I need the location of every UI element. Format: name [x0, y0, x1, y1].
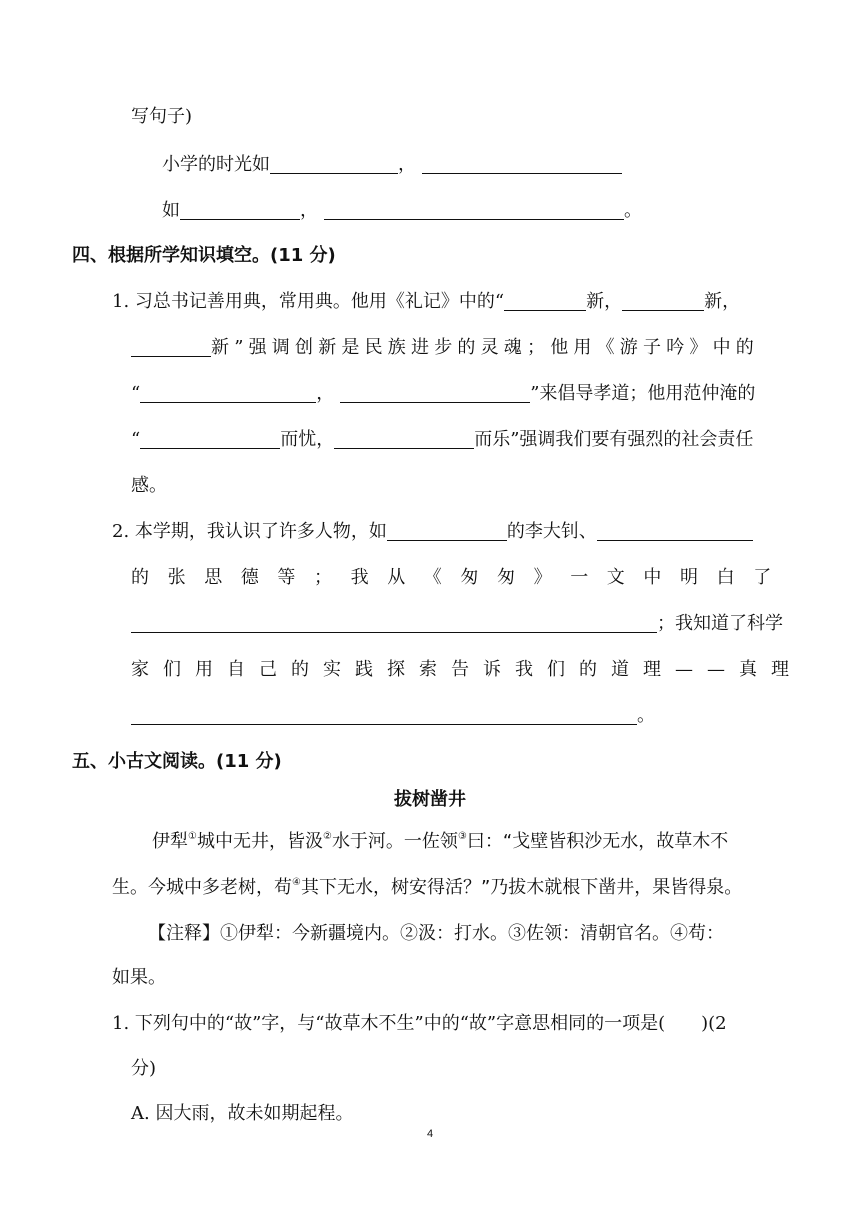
note-marker: ②	[322, 831, 332, 842]
annotation-text: 【注释】①伊犁：今新疆境内。②汲：打水。③佐领：清朝官名。④苟：	[148, 923, 724, 944]
question-text: 2. 本学期，我认识了许多人物，如 的李大钊、	[112, 519, 753, 545]
passage-title: 拔树凿井	[394, 789, 466, 810]
answer-blank[interactable]	[270, 155, 398, 174]
option-a: A. 因大雨，故未如期起程。	[131, 1103, 354, 1124]
section-heading: 四、根据所学知识填空。(11 分)	[72, 245, 336, 266]
answer-blank[interactable]	[140, 384, 316, 403]
text-line: 小学的时光如 ，	[162, 152, 622, 178]
note-marker: ④	[292, 877, 301, 888]
answer-blank[interactable]	[340, 384, 530, 403]
answer-blank[interactable]	[131, 706, 637, 725]
question-text: 1. 习总书记善用典，常用典。他用《礼记》中的“ 新， 新，	[112, 291, 741, 312]
note-marker: ①	[188, 831, 197, 842]
answer-blank[interactable]	[387, 522, 507, 541]
answer-blank[interactable]	[422, 155, 622, 174]
answer-blank[interactable]	[324, 201, 624, 220]
answer-blank[interactable]	[180, 201, 300, 220]
answer-blank[interactable]	[622, 292, 704, 311]
note-marker: ③	[457, 831, 467, 842]
question-text: 新”强调创新是民族进步的灵魂；他用《游子吟》中的	[131, 335, 791, 361]
question-text: ；我知道了科学	[131, 611, 783, 637]
question-text: “ 而忧， 而乐”强调我们要有强烈的社会责任	[131, 429, 754, 450]
text-line: 写句子)	[131, 106, 193, 127]
annotation-text: 如果。	[112, 967, 166, 988]
page-number: 4	[426, 1128, 434, 1140]
answer-blank[interactable]	[140, 430, 280, 449]
passage-text: 生。今城中多老树，苟④其下无水，树安得活？”乃拔木就根下凿井，果皆得泉。	[112, 877, 743, 898]
answer-blank[interactable]	[131, 614, 657, 633]
answer-blank[interactable]	[131, 338, 211, 357]
question-text: 1. 下列句中的“故”字，与“故草木不生”中的“故”字意思相同的一项是( )(2	[112, 1013, 727, 1034]
question-text: 。	[131, 703, 655, 729]
answer-blank[interactable]	[334, 430, 474, 449]
passage-text: 伊犁①城中无井，皆汲②水于河。一佐领③曰：“戈壁皆积沙无水，故草木不	[152, 831, 729, 852]
section-heading: 五、小古文阅读。(11 分)	[72, 751, 282, 772]
answer-blank[interactable]	[597, 522, 753, 541]
answer-blank[interactable]	[504, 292, 586, 311]
question-text: 的张思德等；我从《匆匆》一文中明白了	[131, 567, 790, 588]
question-text: 分)	[131, 1058, 157, 1079]
question-text: 家们用自己的实践探索告诉我们的道理——真理	[131, 659, 803, 680]
text-line: 如 ， 。	[162, 200, 642, 221]
question-text: “ ， ”来倡导孝道；他用范仲淹的	[131, 383, 756, 404]
question-text: 感。	[131, 475, 167, 496]
